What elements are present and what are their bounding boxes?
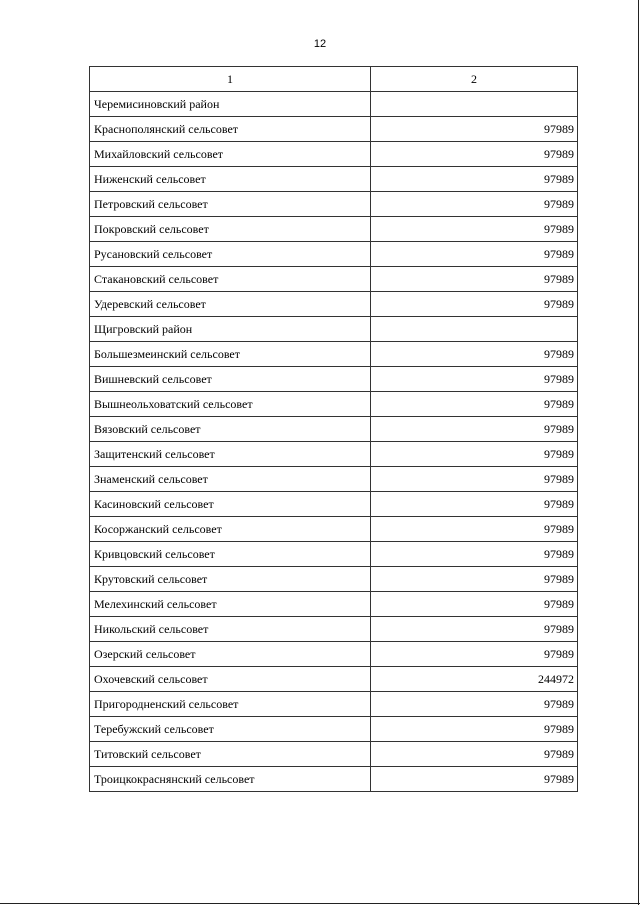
row-value-cell: 97989 (371, 492, 578, 517)
row-value-cell: 97989 (371, 767, 578, 792)
row-value-cell: 97989 (371, 642, 578, 667)
table-row (90, 192, 578, 217)
row-name-cell: Большезмеинский сельсовет (90, 342, 371, 367)
row-name-cell: Кривцовский сельсовет (90, 542, 371, 567)
row-name-cell: Косоржанский сельсовет (90, 517, 371, 542)
table-row (90, 767, 578, 792)
table-header-row (90, 67, 578, 92)
table-row (90, 242, 578, 267)
data-table (89, 66, 578, 792)
row-value-cell: 97989 (371, 117, 578, 142)
table-body (90, 92, 578, 792)
row-value-cell: 97989 (371, 442, 578, 467)
row-value-cell: 97989 (371, 192, 578, 217)
row-name-cell: Знаменский сельсовет (90, 467, 371, 492)
table-row (90, 117, 578, 142)
table-row (90, 617, 578, 642)
row-value-cell: 97989 (371, 342, 578, 367)
row-name-cell: Удеревский сельсовет (90, 292, 371, 317)
table-row (90, 267, 578, 292)
row-name-cell: Касиновский сельсовет (90, 492, 371, 517)
table-row (90, 392, 578, 417)
table-row (90, 142, 578, 167)
table-row (90, 292, 578, 317)
row-name-cell: Охочевский сельсовет (90, 667, 371, 692)
scan-border-bottom (0, 903, 640, 904)
row-value-cell: 97989 (371, 567, 578, 592)
row-name-cell: Вязовский сельсовет (90, 417, 371, 442)
row-value-cell: 97989 (371, 592, 578, 617)
scan-border-right (638, 0, 639, 905)
row-name-cell: Мелехинский сельсовет (90, 592, 371, 617)
column-header-2: 2 (371, 67, 578, 92)
row-value-cell: 97989 (371, 242, 578, 267)
row-value-cell: 97989 (371, 692, 578, 717)
row-value-cell: 97989 (371, 417, 578, 442)
row-value-cell: 97989 (371, 292, 578, 317)
table-row (90, 92, 578, 117)
row-name-cell: Петровский сельсовет (90, 192, 371, 217)
row-name-cell: Покровский сельсовет (90, 217, 371, 242)
row-value-cell: 97989 (371, 517, 578, 542)
table-row (90, 167, 578, 192)
row-value-cell: 97989 (371, 542, 578, 567)
row-value-cell (371, 317, 578, 342)
row-name-cell: Вишневский сельсовет (90, 367, 371, 392)
row-value-cell: 97989 (371, 142, 578, 167)
row-name-cell: Краснополянский сельсовет (90, 117, 371, 142)
row-name-cell: Пригородненский сельсовет (90, 692, 371, 717)
table-row (90, 317, 578, 342)
row-name-cell: Титовский сельсовет (90, 742, 371, 767)
table-row (90, 542, 578, 567)
page-number: 12 (313, 38, 327, 50)
row-name-cell: Защитенский сельсовет (90, 442, 371, 467)
row-name-cell: Теребужский сельсовет (90, 717, 371, 742)
row-value-cell: 97989 (371, 742, 578, 767)
row-name-cell: Черемисиновский район (90, 92, 371, 117)
row-value-cell: 97989 (371, 267, 578, 292)
table-row (90, 417, 578, 442)
table-row (90, 642, 578, 667)
row-value-cell (371, 92, 578, 117)
row-name-cell: Щигровский район (90, 317, 371, 342)
table-row (90, 442, 578, 467)
table-row (90, 467, 578, 492)
table-row (90, 692, 578, 717)
row-value-cell: 97989 (371, 617, 578, 642)
table-row (90, 342, 578, 367)
row-name-cell: Вышнеольховатский сельсовет (90, 392, 371, 417)
row-value-cell: 244972 (371, 667, 578, 692)
table-row (90, 567, 578, 592)
row-name-cell: Никольский сельсовет (90, 617, 371, 642)
row-name-cell: Ниженский сельсовет (90, 167, 371, 192)
row-name-cell: Троицкокраснянский сельсовет (90, 767, 371, 792)
row-value-cell: 97989 (371, 167, 578, 192)
table-row (90, 742, 578, 767)
table-row (90, 492, 578, 517)
row-name-cell: Крутовский сельсовет (90, 567, 371, 592)
row-name-cell: Русановский сельсовет (90, 242, 371, 267)
table-row (90, 667, 578, 692)
row-value-cell: 97989 (371, 392, 578, 417)
table-row (90, 217, 578, 242)
row-name-cell: Михайловский сельсовет (90, 142, 371, 167)
table-row (90, 367, 578, 392)
table-row (90, 517, 578, 542)
row-value-cell: 97989 (371, 467, 578, 492)
row-value-cell: 97989 (371, 717, 578, 742)
row-name-cell: Стакановский сельсовет (90, 267, 371, 292)
row-name-cell: Озерский сельсовет (90, 642, 371, 667)
row-value-cell: 97989 (371, 217, 578, 242)
table-row (90, 592, 578, 617)
table-row (90, 717, 578, 742)
column-header-1: 1 (90, 67, 371, 92)
row-value-cell: 97989 (371, 367, 578, 392)
